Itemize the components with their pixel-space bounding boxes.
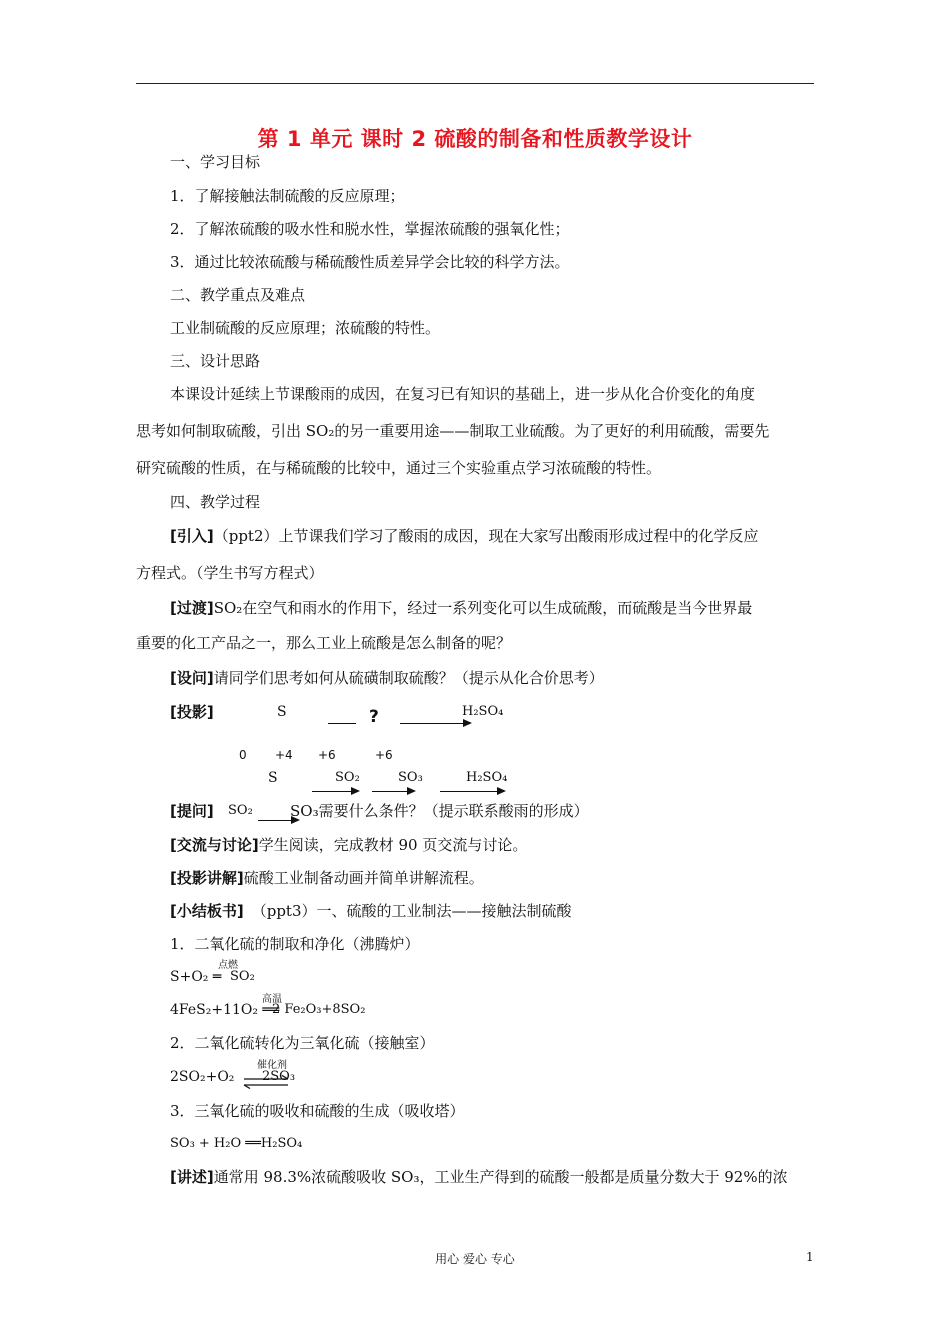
design-heading: 三、设计思路 [170,352,261,370]
equation-3-left: 2SO₂+O₂ [170,1069,235,1085]
equation-1-condition: 点燃 [218,960,238,971]
ask-so2: SO₂ [228,803,253,818]
intro-text-1: （ppt2）上节课我们学习了酸雨的成因，现在大家写出酸雨形成过程中的化学反应 [213,527,759,545]
discuss-text: 学生阅读，完成教材 90 页交流与讨论。 [258,836,528,854]
reversible-arrow-icon [242,1074,290,1088]
lecture-paragraph [170,868,484,888]
equation-3-right: 2SO₃ [262,1069,296,1084]
projection-tag-text: [投影] [170,703,214,721]
design-paragraph-line-2: 思考如何制取硫酸，引出 SO₂的另一重要用途——制取工业硫酸。为了更好的利用硫酸，需要先 [136,422,770,440]
key-text: 工业制硫酸的反应原理；浓硫酸的特性。 [170,319,441,337]
chain-so3: SO₃ [398,770,423,785]
projection-tag [170,702,214,722]
equation-3-condition: 催化剂 [257,1060,287,1071]
board-paragraph [170,901,572,921]
valence-plus-6-b: +6 [375,748,393,762]
lecture-text: 硫酸工业制备动画并简单讲解流程。 [243,869,484,887]
projection-sulfuric-acid: H₂SO₄ [462,704,504,719]
projection-bar [328,723,356,724]
board-tag: [小结板书] [170,902,244,920]
board-text: （ppt3）一、硫酸的工业制法——接触法制硫酸 [251,902,572,920]
question-text: 请同学们思考如何从硫磺制取硫酸？（提示从化合价思考） [213,669,604,687]
valence-plus-6-a: +6 [318,748,336,762]
equation-1-left: S+O₂ ═ [170,969,222,985]
valence-plus-4: +4 [275,748,293,762]
transition-tag: [过渡] [170,599,214,617]
goal-2: 2．了解浓硫酸的吸水性和脱水性，掌握浓硫酸的强氧化性； [170,220,570,238]
intro-paragraph [170,526,759,546]
process-heading: 四、教学过程 [170,493,261,511]
explain-text: 通常用 98.3%浓硫酸吸收 SO₃，工业生产得到的硫酸一般都是质量分数大于 92%的浓 [213,1168,788,1186]
equation-1-right: SO₂ [230,969,255,984]
transition-text-2: 重要的化工产品之一，那么工业上硫酸是怎么制备的呢？ [136,634,512,652]
ask-text: SO₃需要什么条件？（提示联系酸雨的形成） [290,802,589,820]
projection-arrow [400,723,470,724]
ask-tag-line [170,801,214,821]
goals-heading: 一、学习目标 [170,153,261,171]
page-number: 1 [806,1250,814,1264]
goal-3: 3．通过比较浓硫酸与稀硫酸性质差异学会比较的科学方法。 [170,253,570,271]
equation-4: SO₃ + H₂O ══H₂SO₄ [170,1136,303,1151]
ask-tag: [提问] [170,802,214,820]
design-paragraph-line-1: 本课设计延续上节课酸雨的成因，在复习已有知识的基础上，进一步从化合价变化的角度 [170,385,756,403]
lecture-tag: [投影讲解] [170,869,244,887]
valence-0: 0 [239,748,247,762]
transition-paragraph [170,598,752,618]
step-1: 1．二氧化硫的制取和净化（沸腾炉） [170,935,420,953]
page-title: 第 1 单元 课时 2 硫酸的制备和性质教学设计 [257,127,693,151]
step-3: 3．三氧化硫的吸收和硫酸的生成（吸收塔） [170,1102,465,1120]
equation-2-condition: 高温 [262,994,282,1005]
chain-sulfur: S [268,770,278,786]
chain-arrow-3 [440,791,504,792]
intro-text-2: 方程式。（学生书写方程式） [136,564,324,582]
chain-so2: SO₂ [335,770,360,785]
discuss-paragraph [170,835,527,855]
question-tag: [设问] [170,669,214,687]
projection-sulfur: S [277,704,287,720]
chain-arrow-1 [312,791,358,792]
goal-1: 1．了解接触法制硫酸的反应原理； [170,187,405,205]
header-rule [136,83,814,84]
chain-sulfuric-acid: H₂SO₄ [466,770,508,785]
equation-2-right: 2 Fe₂O₃+8SO₂ [272,1002,366,1017]
step-2: 2．二氧化硫转化为三氧化硫（接触室） [170,1034,435,1052]
key-heading: 二、教学重点及难点 [170,286,306,304]
chain-arrow-2 [372,791,414,792]
explain-paragraph [170,1167,788,1187]
explain-tag: [讲述] [170,1168,214,1186]
projection-question-mark: ? [369,707,379,727]
design-paragraph-line-3: 研究硫酸的性质，在与稀硫酸的比较中，通过三个实验重点学习浓硫酸的特性。 [136,459,662,477]
footer-text: 用心 爱心 专心 [435,1252,515,1266]
equation-2-left: 4FeS₂+11O₂ ══ [170,1002,280,1018]
transition-text-1: SO₂在空气和雨水的作用下，经过一系列变化可以生成硫酸，而硫酸是当今世界最 [213,599,753,617]
discuss-tag: [交流与讨论] [170,836,259,854]
intro-tag: [引入] [170,527,214,545]
question-paragraph [170,668,604,688]
